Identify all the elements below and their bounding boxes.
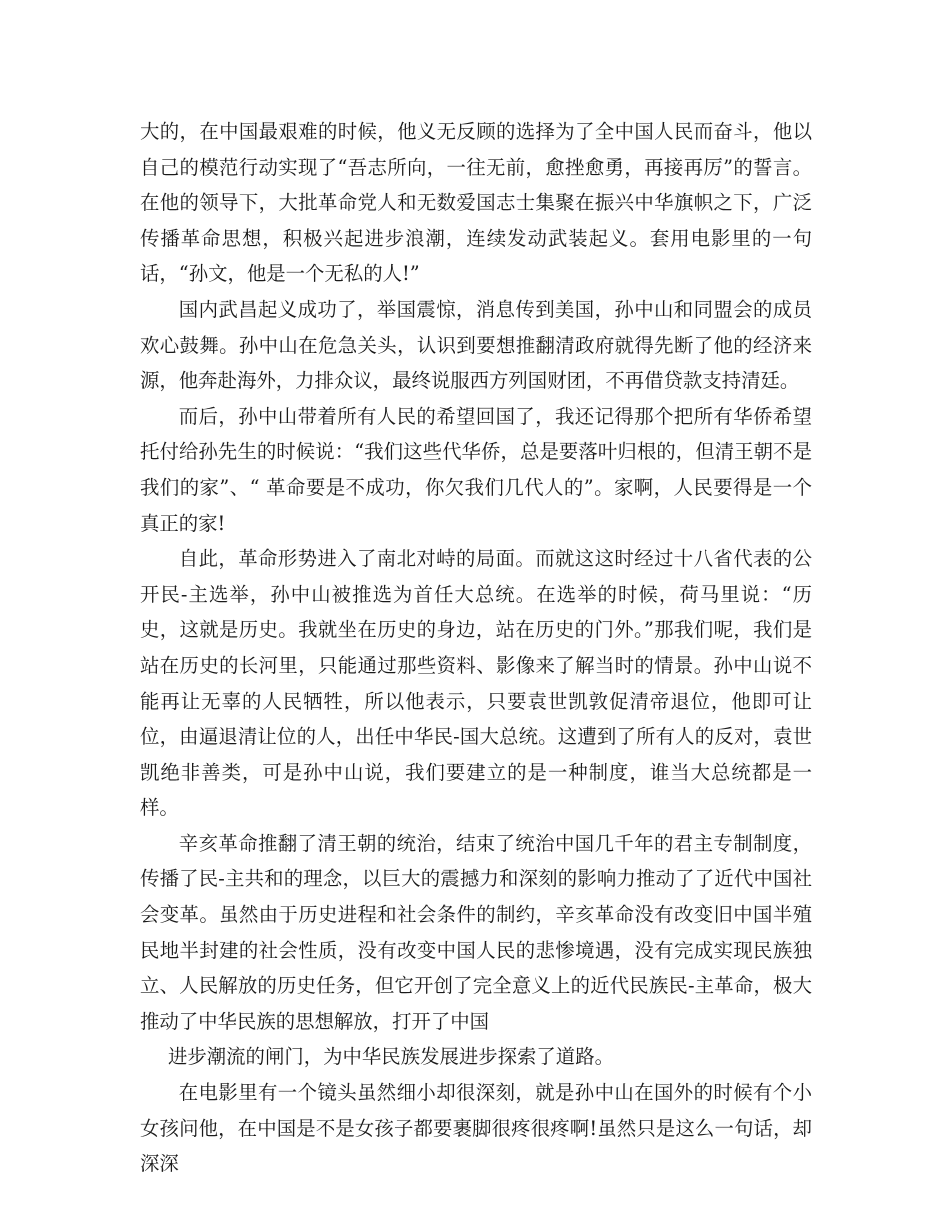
paragraph-1: 大的，在中国最艰难的时候，他义无反顾的选择为了全中国人民而奋斗，他以自己的模范行动实现了“吾志所向，一往无前，愈挫愈勇，再接再厉”的誓言。在他的领导下，大批革命党人和无数爱国志士集聚在振兴中华旗帜之下，广泛传播革命思想，积极兴起进步浪潮，连续发动武装起义。套用电影里的一句话，“孙文，他是一个无私的人!” [140,120,812,286]
paragraph-3: 而后，孙中山带着所有人民的希望回国了，我还记得那个把所有华侨希望托付给孙先生的时候说：“我们这些代华侨，总是要落叶归根的，但清王朝不是我们的家”、“ 革命要是不成功，你欠我们几代人的”。家啊，人民要得是一个真正的家! [140,404,812,535]
paragraph-5: 辛亥革命推翻了清王朝的统治，结束了统治中国几千年的君主专制制度，传播了民-主共和的理念，以巨大的震撼力和深刻的影响力推动了了近代中国社会变革。虽然由于历史进程和社会条件的制约，辛亥革命没有改变旧中国半殖民地半封建的社会性质，没有改变中国人民的悲惨境遇，没有完成实现民族独立、人民解放的历史任务，但它开创了完全意义上的近代民族民-主革命，极大推动了中华民族的思想解放，打开了中国 [140,831,812,1033]
paragraph-6: 进步潮流的闸门，为中华民族发展进步探索了道路。 [168,1045,614,1069]
paragraph-7: 在电影里有一个镜头虽然细小却很深刻，就是孙中山在国外的时候有个小女孩问他，在中国是不是女孩子都要裹脚很疼很疼啊!虽然只是这么一句话，却深深 [140,1081,812,1176]
document-body [140,114,812,1182]
paragraph-2: 国内武昌起义成功了，举国震惊，消息传到美国，孙中山和同盟会的成员欢心鼓舞。孙中山在危急关头，认识到要想推翻清政府就得先断了他的经济来源，他奔赴海外，力排众议，最终说服西方列国财团，不再借贷款支持清廷。 [140,297,812,393]
paragraph-4: 自此，革命形势进入了南北对峙的局面。而就这这时经过十八省代表的公开民-主选举，孙中山被推选为首任大总统。在选举的时候，荷马里说：“历史，这就是历史。我就坐在历史的身边，站在历史的门外。”那我们呢，我们是站在历史的长河里，只能通过那些资料、影像来了解当时的情景。孙中山说不能再让无辜的人民牺牲，所以他表示，只要袁世凯敦促清帝退位，他即可让位，由逼退清让位的人，出任中华民-国大总统。这遭到了所有人的反对，袁世凯绝非善类，可是孙中山说，我们要建立的是一种制度，谁当大总统都是一样。 [140,547,812,820]
